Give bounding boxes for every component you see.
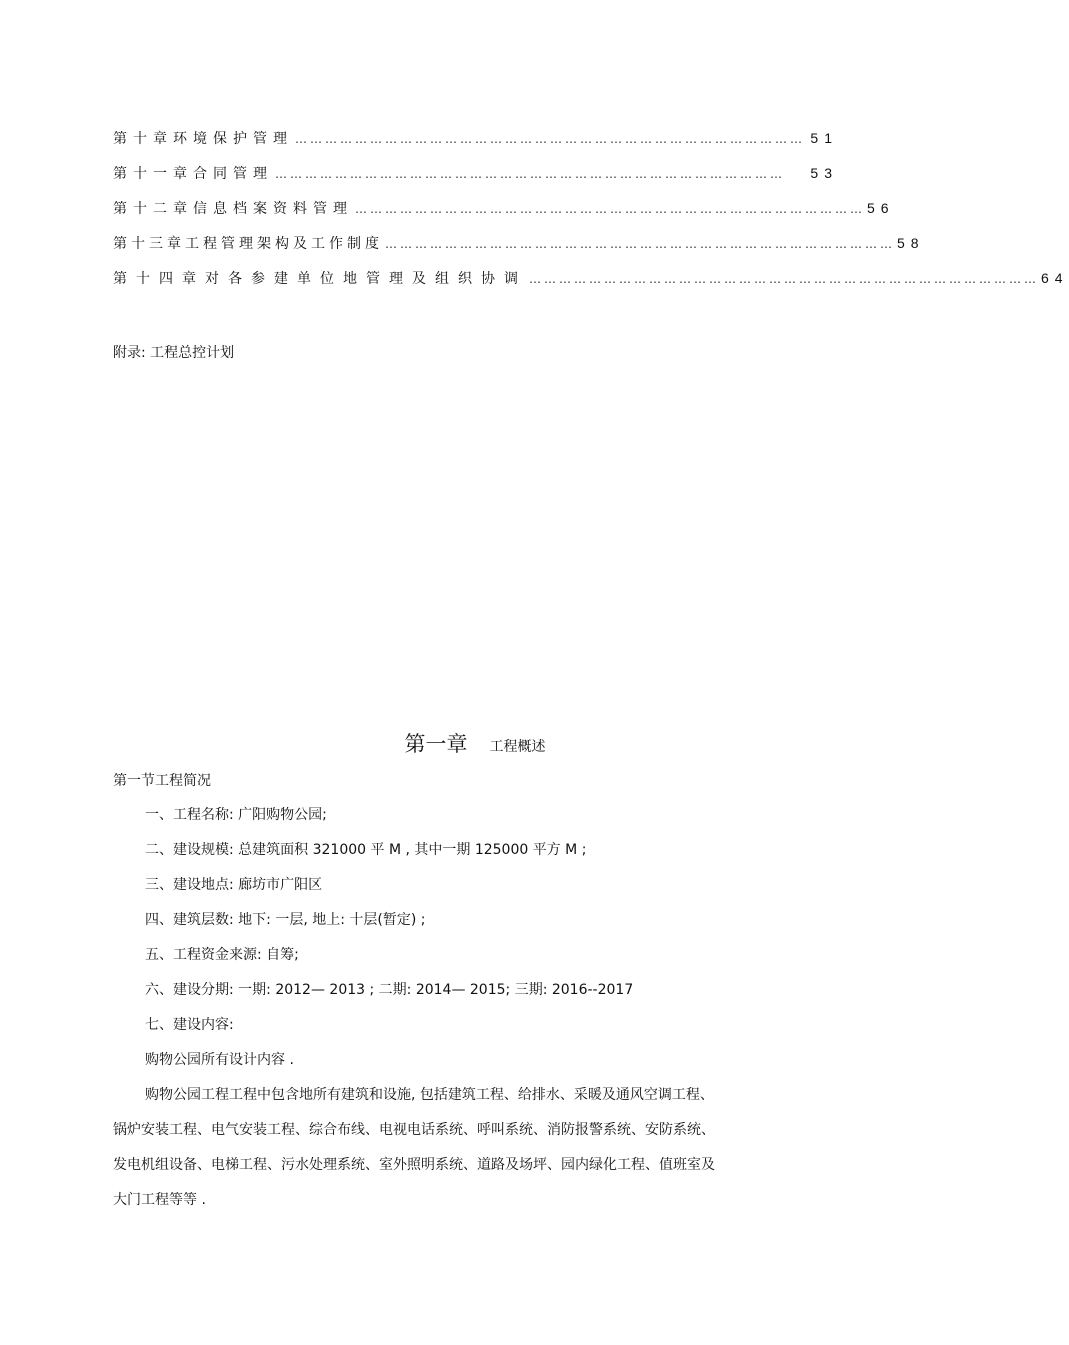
- toc-entry[interactable]: [113, 198, 895, 233]
- table-of-contents: [113, 128, 1069, 303]
- section-title: 第一节工程简况: [113, 773, 211, 789]
- toc-entry-page: 58: [897, 235, 925, 251]
- paragraph-line: 发电机组设备、电梯工程、污水处理系统、室外照明系统、道路及场坪、园内绿化工程、值班室及: [113, 1157, 715, 1173]
- chapter-label: 第一章: [404, 732, 468, 756]
- paragraph-line: 购物公园工程工程中包含地所有建筑和设施, 包括建筑工程、给排水、采暖及通风空调工程、: [145, 1087, 714, 1103]
- toc-entry-page: 51: [810, 130, 838, 146]
- appendix-line: 附录: 工程总控计划: [113, 345, 235, 361]
- overview-item: 一、工程名称: 广阳购物公园;: [145, 807, 327, 823]
- toc-entry-title: 第十二章信息档案资料管理: [113, 201, 353, 217]
- toc-leader-dots: …………………………………………………………………………………………: [529, 272, 1039, 286]
- overview-item: 购物公园所有设计内容 .: [145, 1052, 294, 1068]
- overview-item: 三、建设地点: 廊坊市广阳区: [145, 877, 323, 893]
- paragraph-line: 大门工程等等 .: [113, 1192, 206, 1208]
- toc-entry[interactable]: [113, 128, 838, 163]
- overview-item: 六、建设分期: 一期: 2012— 2013 ; 二期: 2014— 2015; 三期: 2016--2017: [145, 982, 634, 998]
- toc-entry[interactable]: [113, 233, 925, 268]
- toc-leader-dots: …………………………………………………………………………………………: [355, 202, 865, 216]
- overview-item: 二、建设规模: 总建筑面积 321000 平 M , 其中一期 125000 平方 M ;: [145, 842, 587, 858]
- toc-entry-title: 第十一章合同管理: [113, 166, 273, 182]
- chapter-subtitle: 工程概述: [489, 739, 546, 755]
- toc-leader-dots: …………………………………………………………………………………………: [275, 167, 785, 181]
- paragraph-line: 锅炉安装工程、电气安装工程、综合布线、电视电话系统、呼叫系统、消防报警系统、安防系统、: [113, 1122, 715, 1138]
- toc-entry-title: 第十章环境保护管理: [113, 131, 293, 147]
- toc-entry-title: 第十四章对各参建单位地管理及组织协调: [113, 271, 527, 287]
- overview-item: 四、建筑层数: 地下: 一层, 地上: 十层(暂定) ;: [145, 912, 426, 928]
- toc-entry-page: 56: [867, 200, 895, 216]
- toc-entry-page: 53: [810, 165, 838, 181]
- toc-entry[interactable]: [113, 268, 1069, 303]
- toc-entry[interactable]: [113, 163, 838, 198]
- toc-entry-page: 64: [1041, 270, 1069, 286]
- toc-leader-dots: …………………………………………………………………………………………: [385, 237, 895, 251]
- overview-item: 七、建设内容:: [145, 1017, 234, 1033]
- overview-item: 五、工程资金来源: 自筹;: [145, 947, 299, 963]
- toc-entry-title: 第十三章工程管理架构及工作制度: [113, 236, 383, 252]
- toc-leader-dots: …………………………………………………………………………………………: [295, 132, 805, 146]
- chapter-heading: [0, 728, 950, 758]
- project-overview: [113, 805, 773, 1225]
